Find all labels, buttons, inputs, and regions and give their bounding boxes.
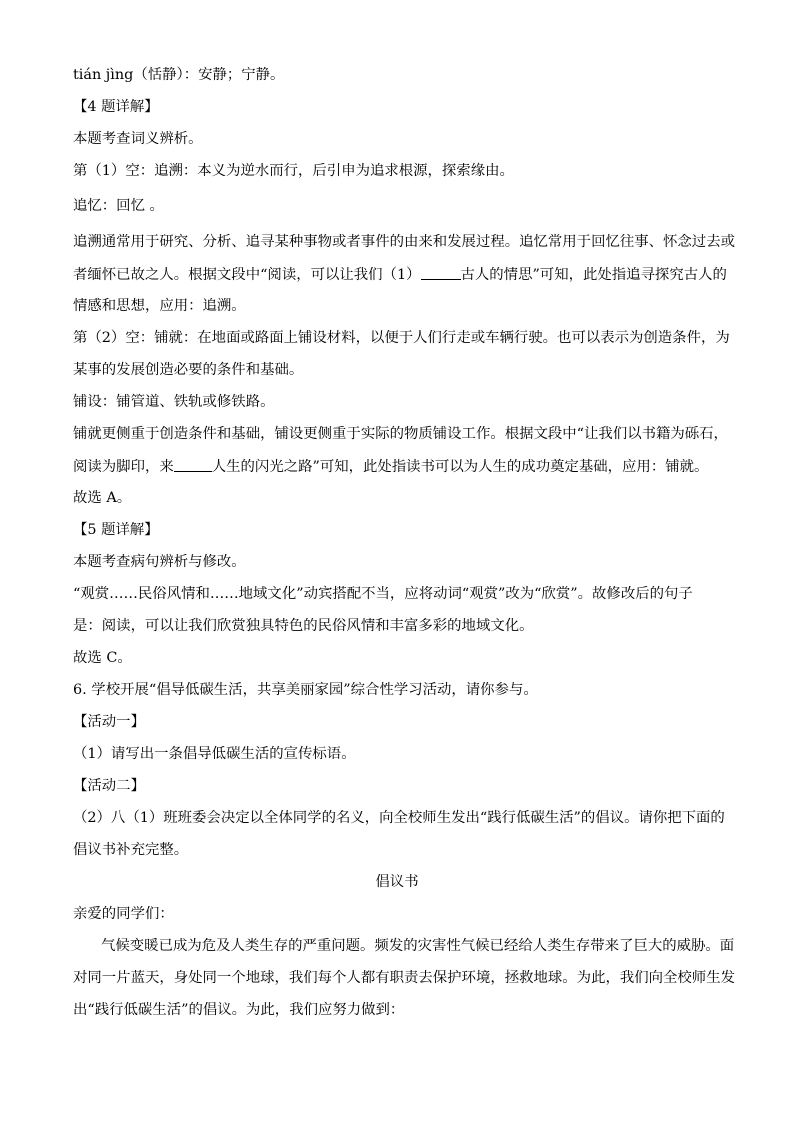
- activity2-heading: 【活动二】: [73, 778, 145, 794]
- q5-analysis-line2: 是：阅读，可以让我们欣赏独具特色的民俗风情和丰富多彩的地域文化。: [73, 618, 534, 634]
- blank-line: [174, 457, 212, 472]
- pinyin-note: tián jìng（恬静）：安静；宁静。: [73, 67, 285, 83]
- proposal-body-line1: 气候变暖已成为危及人类生存的严重问题。频发的灾害性气候已经给人类生存带来了巨大的威胁。面: [101, 938, 735, 954]
- q4-compare-line3: 情感和思想，应用：追溯。: [73, 298, 246, 314]
- q4-intro: 本题考查词义辨析。: [73, 131, 203, 147]
- q4-compare2-line2: 阅读为脚印，来 人生的闪光之路”可知，此处指读书可以为人生的成功奠定基础，应用：铺就。: [73, 459, 709, 475]
- q6-question: 6. 学校开展“倡导低碳生活，共享美丽家园”综合性学习活动，请你参与。: [73, 682, 538, 698]
- q5-analysis-line1: “观赏……民俗风情和……地域文化”动宾搭配不当，应将动词“观赏”改为“欣赏”。故修改后的句子: [73, 586, 693, 602]
- q4-blank2-def-line2: 某事的发展创造必要的条件和基础。: [73, 362, 304, 378]
- q4-blank2-def-line1: 第（2）空：铺就：在地面或路面上铺设材料，以便于人们行走或车辆行驶。也可以表示为创造条件，为: [73, 330, 730, 346]
- q4-answer: 故选 A。: [73, 490, 132, 506]
- activity1-heading: 【活动一】: [73, 714, 145, 730]
- q4-compare2-line1: 铺就更侧重于创造条件和基础，铺设更侧重于实际的物质铺设工作。根据文段中“让我们以书籍为砾石，: [73, 426, 728, 442]
- proposal-body-line2: 对同一片蓝天，身处同一个地球，我们每个人都有职责去保护环境，拯救地球。为此，我们向全校师生发: [73, 970, 735, 986]
- q4-pushe-def: 铺设：铺管道、铁轨或修铁路。: [73, 394, 275, 410]
- q4-compare-line1: 追溯通常用于研究、分析、追寻某种事物或者事件的由来和发展过程。追忆常用于回忆往事、怀念过去或: [73, 234, 735, 250]
- blank-line: [421, 265, 461, 280]
- q5-answer: 故选 C。: [73, 650, 132, 666]
- q4-compare-line2: 者缅怀已故之人。根据文段中“阅读，可以让我们（1） 古人的情思”可知，此处指追寻探究古人的: [73, 267, 727, 283]
- q5-heading: 【5 题详解】: [73, 522, 159, 538]
- proposal-title: 倡议书: [375, 874, 419, 890]
- proposal-salutation: 亲爱的同学们：: [73, 906, 174, 922]
- q4-zhuiyi-def: 追忆：回忆 。: [73, 198, 164, 214]
- proposal-body-line3: 出“践行低碳生活”的倡议。为此，我们应努力做到：: [73, 1002, 405, 1018]
- q4-blank1-def: 第（1）空：追溯：本义为逆水而行，后引申为追求根源，探索缘由。: [73, 163, 514, 179]
- q5-intro: 本题考查病句辨析与修改。: [73, 554, 246, 570]
- q4-heading: 【4 题详解】: [73, 99, 159, 115]
- activity2-task-line2: 倡议书补充完整。: [73, 842, 189, 858]
- activity1-task: （1）请写出一条倡导低碳生活的宣传标语。: [73, 746, 356, 762]
- activity2-task-line1: （2）八（1）班班委会决定以全体同学的名义，向全校师生发出“践行低碳生活”的倡议。请你把下面的: [73, 810, 725, 826]
